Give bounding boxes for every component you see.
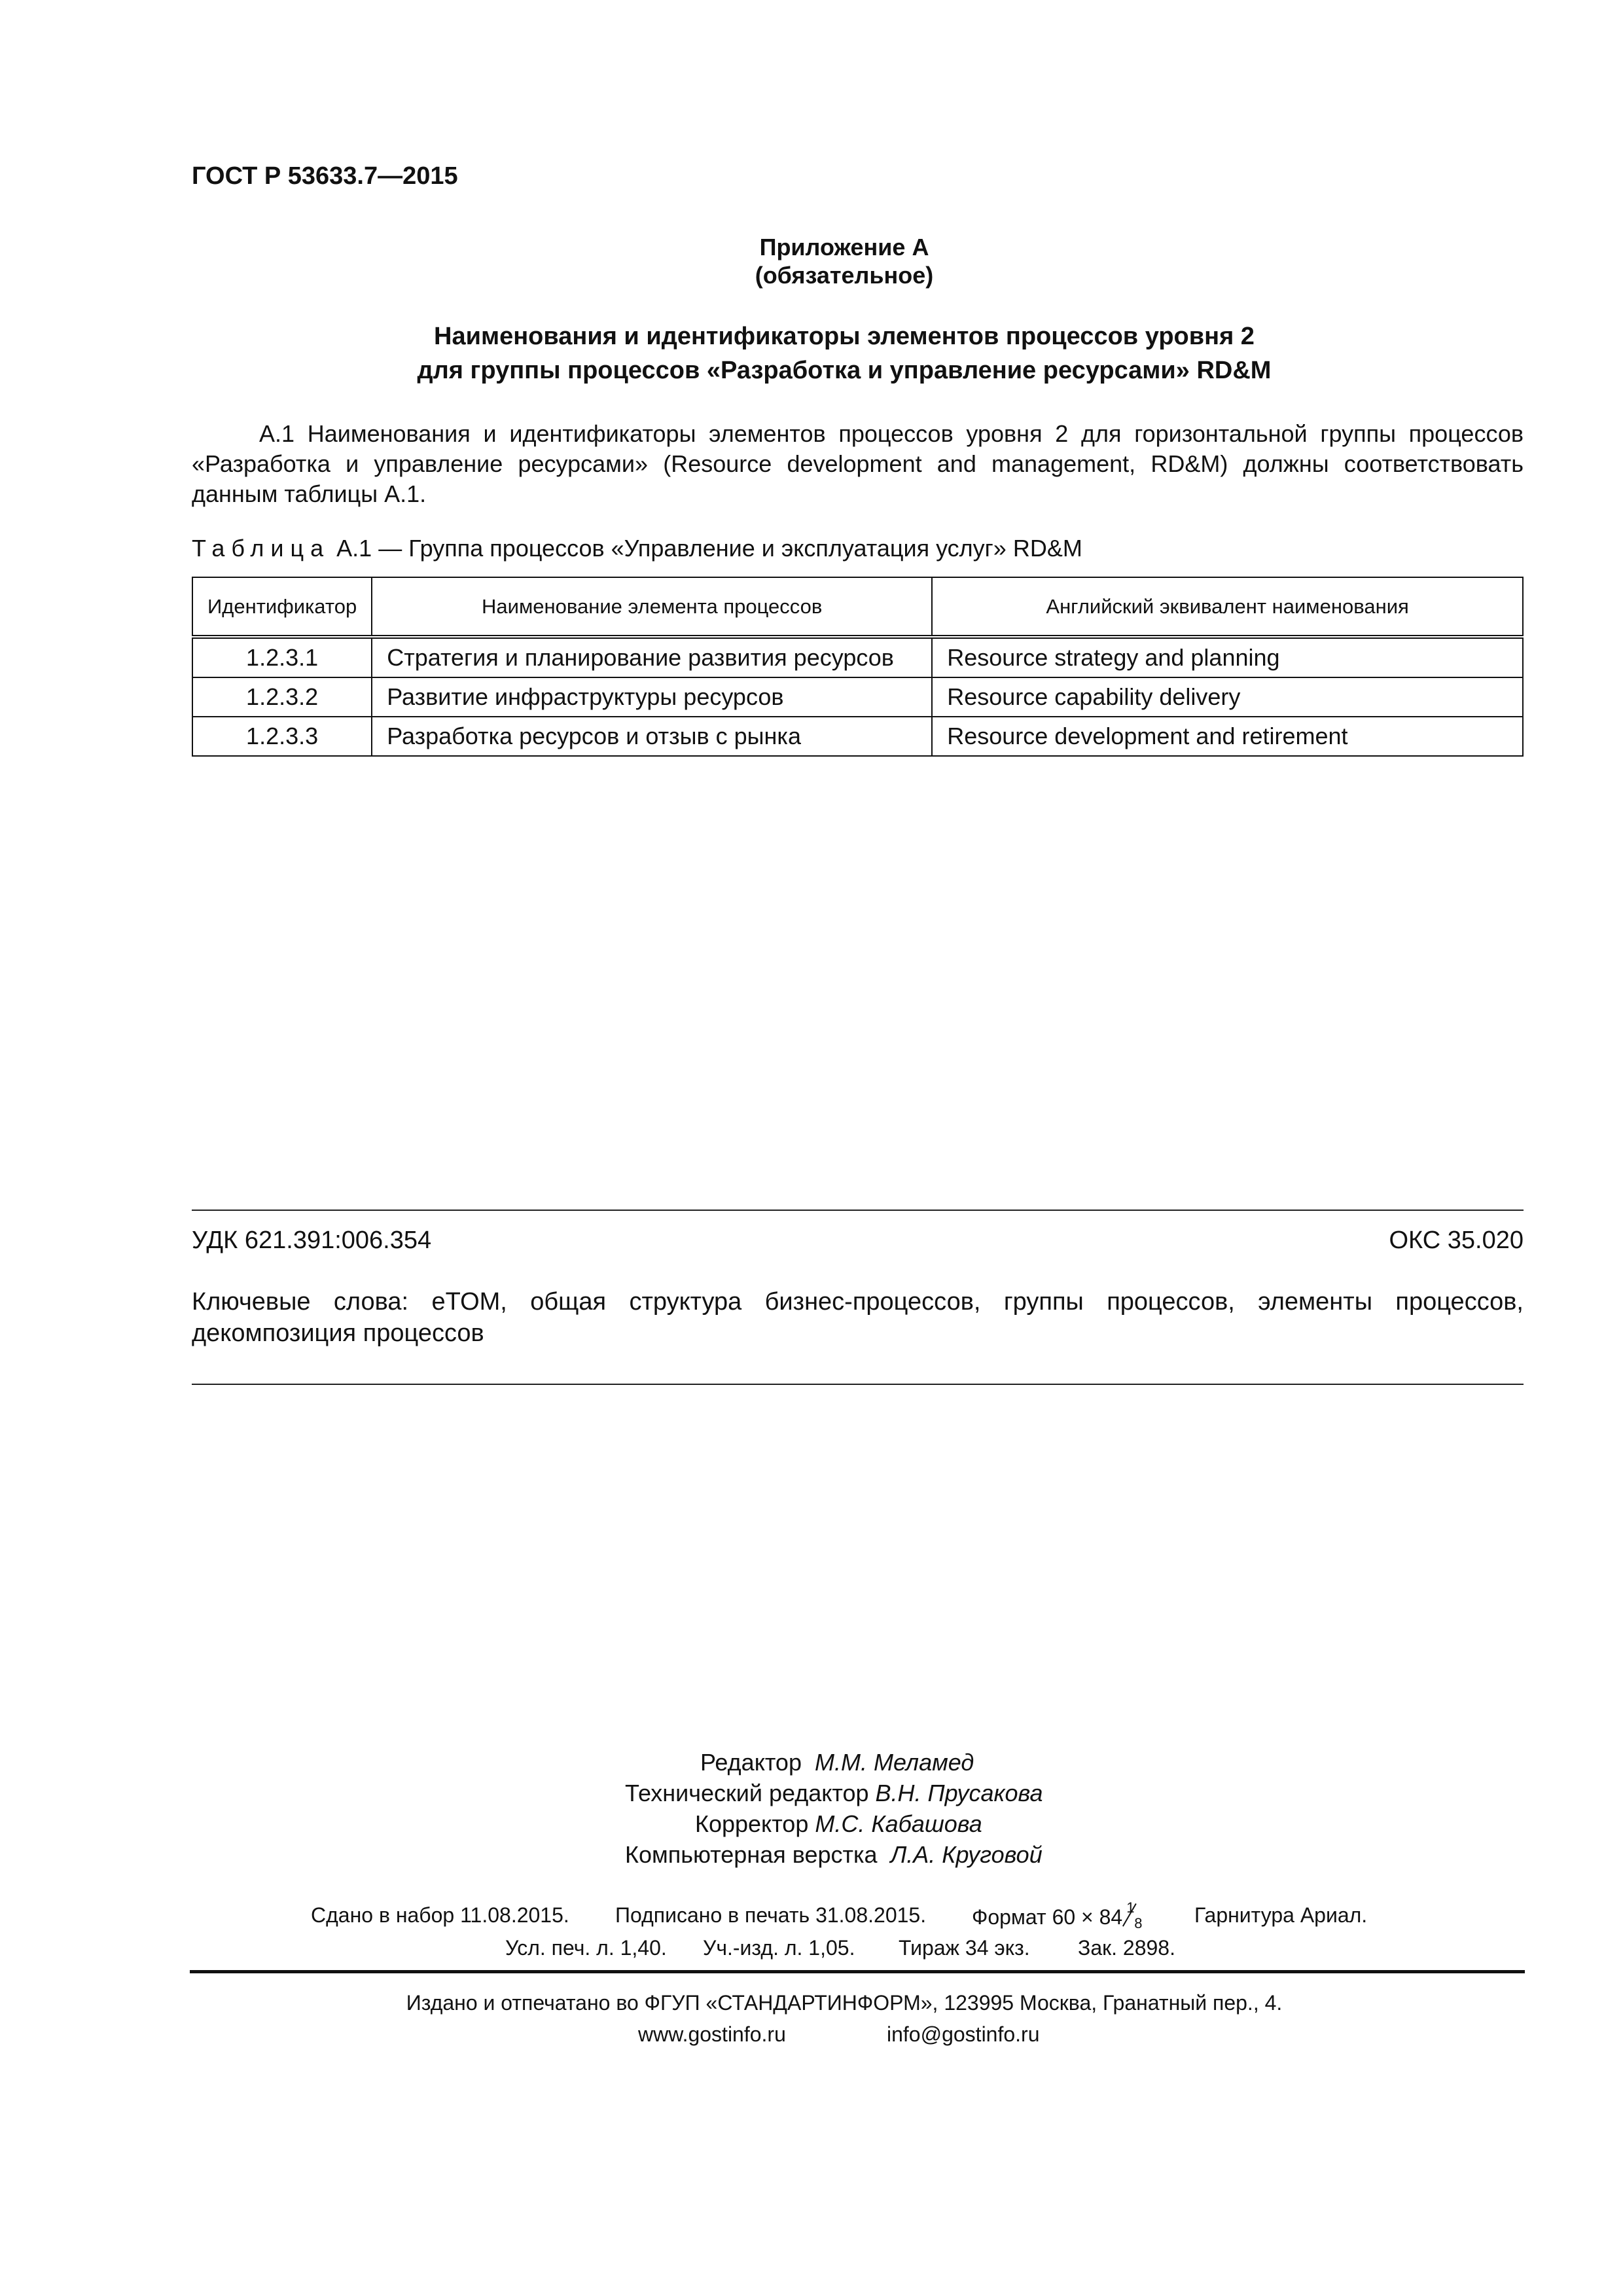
bold-divider <box>190 1970 1525 1973</box>
publisher-website: www.gostinfo.ru <box>638 2022 786 2046</box>
table-row <box>192 677 1523 717</box>
table-caption <box>192 535 1082 562</box>
divider <box>192 1384 1524 1385</box>
credit-label: Редактор <box>700 1749 802 1776</box>
table-cell-english: Resource strategy and planning <box>932 637 1523 677</box>
fraction-denominator: 8 <box>1134 1915 1143 1931</box>
format-fraction <box>1122 1899 1146 1931</box>
credit-label: Компьютерная верстка <box>625 1841 878 1868</box>
imprint-signed: Подписано в печать 31.08.2015. <box>615 1903 927 1927</box>
appendix-title: Приложение А <box>759 234 929 260</box>
imprint-font: Гарнитура Ариал. <box>1194 1903 1368 1927</box>
imprint-run: Тираж 34 экз. <box>899 1936 1030 1960</box>
keywords-line: декомпозиция процессов <box>192 1319 484 1347</box>
publisher-line: Издано и отпечатано во ФГУП «СТАНДАРТИНФОРМ», 123995 Москва, Гранатный пер., 4. <box>406 1991 1283 2015</box>
appendix-heading-line-1: Наименования и идентификаторы элементов процессов уровня 2 <box>434 323 1255 350</box>
table-row <box>192 717 1523 756</box>
publisher-email: info@gostinfo.ru <box>887 2022 1040 2046</box>
credit-label: Технический редактор <box>625 1780 869 1806</box>
imprint-order: Зак. 2898. <box>1078 1936 1175 1960</box>
table-caption-text: А.1 — Группа процессов «Управление и эксплуатация услуг» RD&M <box>330 535 1082 562</box>
table-cell-name: Разработка ресурсов и отзыв с рынка <box>372 717 932 756</box>
appendix-status: (обязательное) <box>755 262 934 289</box>
imprint-submitted: Сдано в набор 11.08.2015. <box>311 1903 569 1927</box>
format-label: Формат 60 × 84 <box>972 1905 1123 1929</box>
column-header: Английский эквивалент наименования <box>932 577 1523 637</box>
oks-code: ОКС 35.020 <box>1389 1227 1524 1254</box>
fraction-numerator: 1 <box>1126 1899 1135 1916</box>
credit-name: М.С. Кабашова <box>815 1810 982 1837</box>
paragraph-line: «Разработка и управление ресурсами» (Resource development and management, RD&M) должны соответствовать <box>192 450 1524 477</box>
table-cell-id: 1.2.3.3 <box>192 717 372 756</box>
imprint-print-sheets: Усл. печ. л. 1,40. <box>505 1936 667 1960</box>
credit-name: М.М. Меламед <box>814 1749 974 1776</box>
table-caption-prefix: Таблица <box>192 535 330 562</box>
appendix-heading-line-2: для группы процессов «Разработка и управление ресурсами» RD&M <box>417 357 1272 384</box>
udk-code: УДК 621.391:006.354 <box>192 1227 432 1254</box>
paragraph-line: данным таблицы А.1. <box>192 480 427 507</box>
document-code: ГОСТ Р 53633.7—2015 <box>192 162 458 190</box>
table-cell-english: Resource development and retirement <box>932 717 1523 756</box>
credit-label: Корректор <box>695 1810 809 1837</box>
imprint-format <box>972 1899 1146 1931</box>
table-cell-english: Resource capability delivery <box>932 677 1523 717</box>
table-header-row <box>192 577 1523 637</box>
keywords-line: Ключевые слова: eTOM, общая структура бизнес-процессов, группы процессов, элементы процессов, <box>192 1288 1524 1316</box>
divider <box>192 1210 1524 1211</box>
column-header: Идентификатор <box>192 577 372 637</box>
table-cell-name: Развитие инфраструктуры ресурсов <box>372 677 932 717</box>
table-cell-name: Стратегия и планирование развития ресурсов <box>372 637 932 677</box>
credit-proofreader <box>695 1810 982 1838</box>
credit-name: В.Н. Прусакова <box>875 1780 1043 1806</box>
credit-name: Л.А. Круговой <box>890 1841 1043 1868</box>
process-elements-table <box>192 577 1524 757</box>
table-row <box>192 637 1523 677</box>
column-header: Наименование элемента процессов <box>372 577 932 637</box>
imprint-publ-sheets: Уч.-изд. л. 1,05. <box>703 1936 855 1960</box>
credit-layout <box>625 1841 1043 1869</box>
clause-a1-paragraph <box>192 419 1524 509</box>
credit-tech-editor <box>625 1780 1043 1807</box>
table-cell-id: 1.2.3.1 <box>192 637 372 677</box>
paragraph-line: А.1 Наименования и идентификаторы элементов процессов уровня 2 для горизонтальной группы процессов <box>259 420 1524 447</box>
credit-editor <box>700 1749 974 1776</box>
table-cell-id: 1.2.3.2 <box>192 677 372 717</box>
keywords <box>192 1286 1524 1349</box>
